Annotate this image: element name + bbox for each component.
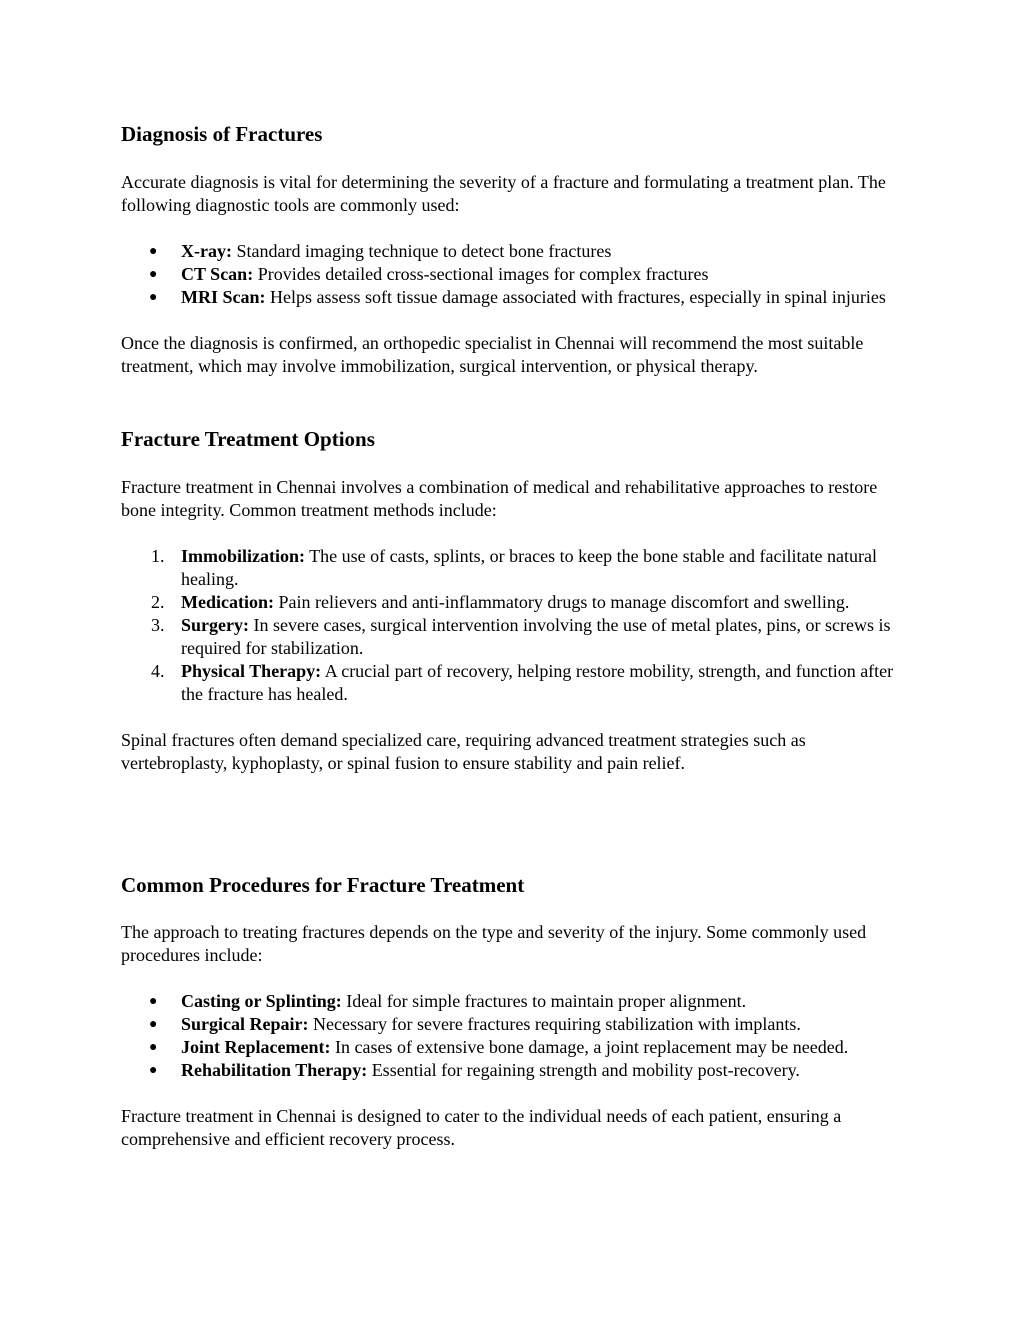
list-item-term: Physical Therapy: xyxy=(181,661,322,681)
list-item-term: Surgical Repair: xyxy=(181,1014,309,1034)
list-item xyxy=(121,1013,911,1036)
list-item-term: Joint Replacement: xyxy=(181,1037,331,1057)
bullet-icon: ● xyxy=(149,1063,158,1078)
list-item-text: The use of casts, splints, or braces to keep the bone stable and facilitate natural healing. xyxy=(181,546,877,589)
list-item-term: Medication: xyxy=(181,592,274,612)
list-item-term: MRI Scan: xyxy=(181,287,266,307)
list-item xyxy=(121,545,911,591)
list-item-text: Helps assess soft tissue damage associated with fractures, especially in spinal injuries xyxy=(265,287,886,307)
section-treatment-options xyxy=(121,426,911,775)
list-item xyxy=(121,990,911,1013)
list-item-text: In cases of extensive bone damage, a joint replacement may be needed. xyxy=(330,1037,849,1057)
bullet-icon: ● xyxy=(149,994,158,1009)
list-item-number: 1. xyxy=(151,546,165,566)
list-item xyxy=(121,591,911,614)
treatment-methods-list xyxy=(121,545,911,706)
list-item-term: X-ray: xyxy=(181,241,232,261)
list-item xyxy=(121,614,911,660)
list-item xyxy=(121,1059,911,1082)
bullet-icon: ● xyxy=(149,1017,158,1032)
list-item xyxy=(121,1036,911,1059)
section-heading: Diagnosis of Fractures xyxy=(121,122,323,146)
list-item xyxy=(121,263,911,286)
list-item-term: CT Scan: xyxy=(181,264,254,284)
list-item-text: Standard imaging technique to detect bone fractures xyxy=(231,241,612,261)
list-item-text: Provides detailed cross-sectional images for complex fractures xyxy=(253,264,709,284)
list-item-text: Pain relievers and anti-inflammatory drugs to manage discomfort and swelling. xyxy=(273,592,850,612)
list-item-number: 2. xyxy=(151,592,165,612)
section-heading: Fracture Treatment Options xyxy=(121,427,375,451)
diagnostic-tools-list xyxy=(121,240,911,309)
list-item-text: In severe cases, surgical intervention involving the use of metal plates, pins, or screws is required for stabilization. xyxy=(181,615,891,658)
section-intro-paragraph: The approach to treating fractures depends on the type and severity of the injury. Some commonly used procedures include: xyxy=(121,922,867,965)
list-item-term: Casting or Splinting: xyxy=(181,991,342,1011)
list-item-number: 4. xyxy=(151,661,165,681)
procedures-list xyxy=(121,990,911,1082)
list-item xyxy=(121,240,911,263)
section-closing-paragraph: Fracture treatment in Chennai is designed to cater to the individual needs of each patient, ensuring a comprehensive and efficient recovery process. xyxy=(121,1106,842,1149)
bullet-icon: ● xyxy=(149,1040,158,1055)
bullet-icon: ● xyxy=(149,290,158,305)
list-item-term: Surgery: xyxy=(181,615,249,635)
section-intro-paragraph: Accurate diagnosis is vital for determining the severity of a fracture and formulating a treatment plan. The following diagnostic tools are commonly used: xyxy=(121,172,886,215)
list-item-text: A crucial part of recovery, helping restore mobility, strength, and function after the fracture has healed. xyxy=(181,661,894,704)
section-closing-paragraph: Spinal fractures often demand specialized care, requiring advanced treatment strategies such as vertebroplasty, kyphoplasty, or spinal fusion to ensure stability and pain relief. xyxy=(121,730,806,773)
list-item-term: Rehabilitation Therapy: xyxy=(181,1060,368,1080)
section-closing-paragraph: Once the diagnosis is confirmed, an orthopedic specialist in Chennai will recommend the most suitable treatment, which may involve immobilization, surgical intervention, or physical therapy. xyxy=(121,333,864,376)
list-item xyxy=(121,660,911,706)
list-item-text: Ideal for simple fractures to maintain proper alignment. xyxy=(341,991,747,1011)
list-item-text: Necessary for severe fractures requiring stabilization with implants. xyxy=(308,1014,801,1034)
list-item-number: 3. xyxy=(151,615,165,635)
bullet-icon: ● xyxy=(149,267,158,282)
bullet-icon: ● xyxy=(149,244,158,259)
list-item xyxy=(121,286,911,309)
section-intro-paragraph: Fracture treatment in Chennai involves a combination of medical and rehabilitative approaches to restore bone integrity. Common treatment methods include: xyxy=(121,477,878,520)
list-item-text: Essential for regaining strength and mobility post-recovery. xyxy=(367,1060,800,1080)
section-common-procedures xyxy=(121,872,911,1151)
section-heading: Common Procedures for Fracture Treatment xyxy=(121,873,525,897)
list-item-term: Immobilization: xyxy=(181,546,305,566)
section-diagnosis xyxy=(121,121,911,378)
